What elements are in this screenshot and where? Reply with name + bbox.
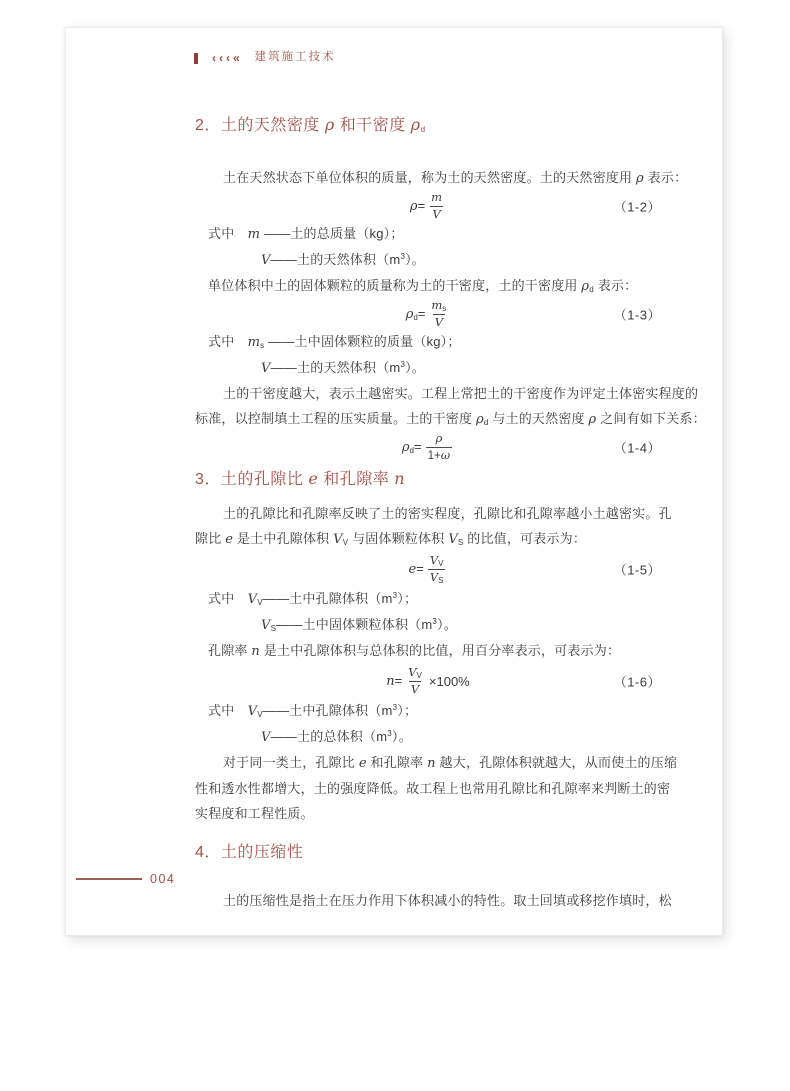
paragraph-line: 土在天然状态下单位体积的质量，称为土的天然密度。土的天然密度用 ρ 表示： [223, 170, 688, 186]
where-clause-line: 式中 m ——土的总质量（kg）； [208, 226, 404, 242]
page-footer [76, 873, 175, 886]
equation-1-3 [195, 299, 661, 329]
fraction [429, 298, 448, 331]
fraction-numerator: ρ [435, 430, 443, 445]
section-3-heading: 3．土的孔隙比 e 和孔隙率 n [195, 469, 406, 488]
equation-number: （1-5） [613, 562, 661, 578]
equation-lhs: ρ= [409, 198, 426, 214]
equation-1-6 [195, 664, 661, 698]
equation-suffix: ×100% [428, 673, 470, 689]
fraction-numerator: $V_V$ [408, 664, 422, 680]
equation-1-5 [195, 552, 661, 586]
paragraph-line: 性和透水性都增大，土的强度降低。故工程上也常用孔隙比和孔隙率来判断土的密 [195, 781, 671, 796]
equation-lhs: $\rho_d=$ [401, 439, 422, 455]
paragraph-line: 标准，以控制填土工程的压实质量。土的干密度 $\rho_d$ 与土的天然密度 ρ 之间有如下关系： [195, 411, 706, 427]
equation-number: （1-2） [613, 199, 661, 215]
fraction-denominator: $V_S$ [429, 569, 444, 585]
fraction-denominator: V [432, 206, 441, 221]
paragraph-line: 土的干密度越大，表示土越密实。工程上常把土的干密度作为评定土体密实程度的 [223, 386, 699, 401]
where-clause-line: V——土的总体积$(m^3)$。 [261, 729, 412, 745]
chevrons-icon: ‹‹‹« [212, 51, 243, 65]
fraction [426, 431, 453, 464]
where-clause-line: V——土的天然体积$(m^3)$。 [261, 360, 425, 376]
where-clause-line: V——土的天然体积$(m^3)$。 [261, 252, 425, 268]
fraction-numerator: $m_s$ [431, 297, 447, 313]
where-clause-line: 式中 $V_V——$土中孔隙体积$(m^3)$； [208, 591, 418, 607]
equation-1-4 [195, 432, 661, 462]
equation-number: （1-4） [613, 440, 661, 456]
equation-number: （1-3） [613, 307, 661, 323]
paragraph-line: 隙比 e 是土中孔隙体积 $V_V$ 与固体颗粒体积 $V_S$ 的比值，可表示为： [195, 531, 587, 547]
fraction-denominator: 1+ω [427, 447, 451, 462]
where-clause-line: $V_S——$土中固体颗粒体积$(m^3)$。 [261, 617, 457, 633]
equation-1-2 [195, 191, 661, 221]
fraction [406, 665, 424, 698]
section-2-heading: 2．土的天然密度 ρ 和干密度 $\rho_d$ [195, 115, 426, 134]
paragraph-line: 孔隙率 n 是土中孔隙体积与总体积的比值，用百分率表示，可表示为： [208, 643, 621, 659]
fraction [429, 190, 444, 223]
equation-lhs: n= [386, 673, 403, 689]
where-clause-line: 式中 $m_s$ ——土中固体颗粒的质量（kg）； [208, 334, 461, 350]
fraction-denominator: V [434, 314, 443, 329]
book-title: 建筑施工技术 [254, 51, 336, 64]
running-header [194, 51, 336, 65]
section-4-heading: 4．土的压缩性 [195, 844, 304, 861]
paragraph-line: 实程度和工程性质。 [195, 806, 314, 821]
fraction-numerator: m [431, 189, 443, 204]
paragraph-line: 对于同一类土，孔隙比 e 和孔隙率 n 越大，孔隙体积就越大，从而使土的压缩 [223, 755, 678, 771]
equation-number: （1-6） [613, 674, 661, 690]
paragraph-line: 土的压缩性是指土在压力作用下体积减小的特性。取土回填或移挖作填时，松 [223, 893, 672, 908]
fraction-numerator: $V_V$ [429, 552, 444, 568]
header-bar-icon [194, 53, 198, 64]
equation-lhs: e= [408, 561, 424, 577]
book-page [65, 27, 723, 936]
equation-lhs: $\rho_d=$ [405, 306, 426, 322]
paragraph-line: 土的孔隙比和孔隙率反映了土的密实程度，孔隙比和孔隙率越小土越密实。孔 [223, 506, 672, 521]
fraction [428, 553, 446, 586]
page-content [195, 114, 706, 913]
fraction-denominator: V [410, 681, 420, 696]
paragraph-line: 单位体积中土的固体颗粒的质量称为土的干密度，土的干密度用 $\rho_d$ 表示： [208, 278, 638, 294]
where-clause-line: 式中 $V_V——$土中孔隙体积$(m^3)$； [208, 703, 418, 719]
page-number: 004 [150, 872, 176, 886]
footer-rule [76, 878, 142, 880]
